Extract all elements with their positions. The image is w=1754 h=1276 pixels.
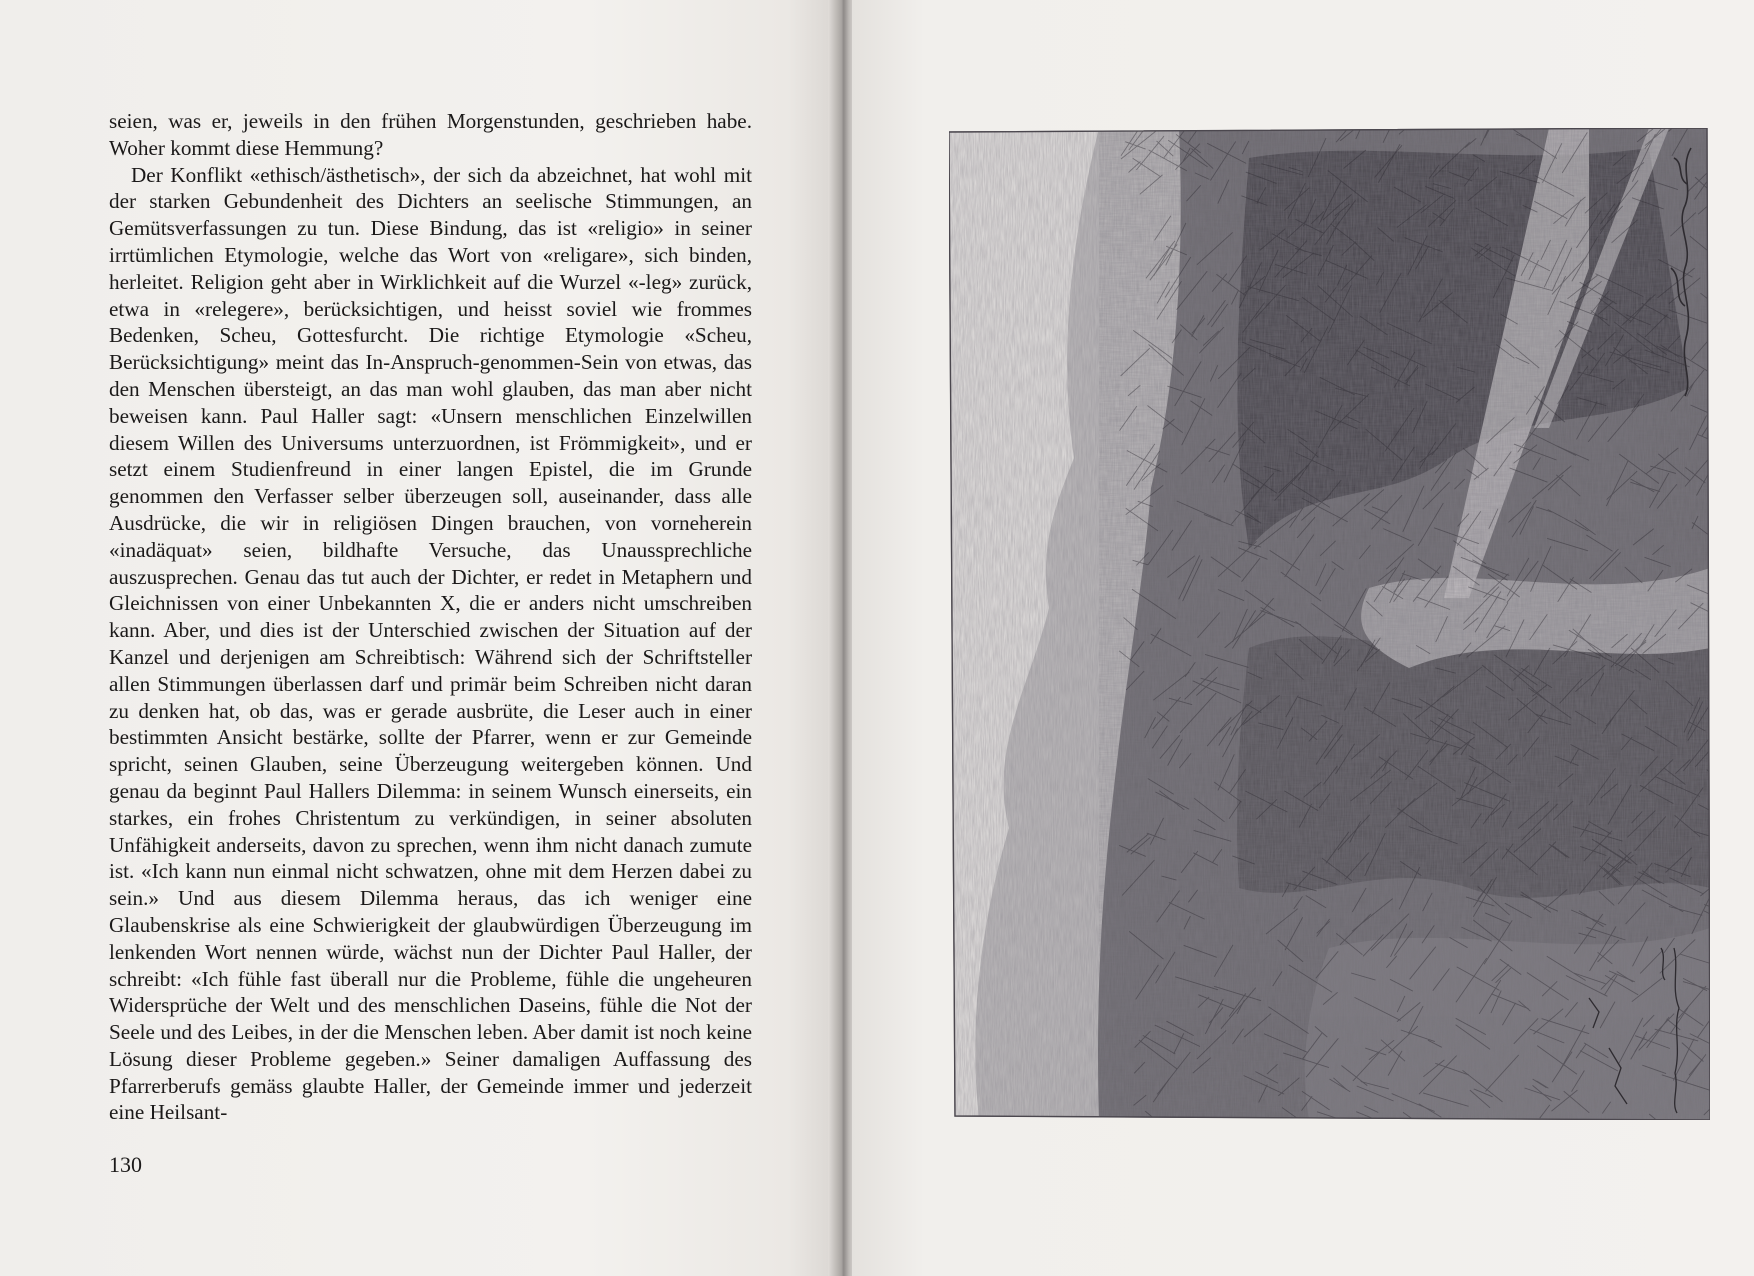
paragraph: Der Konflikt «ethisch/ästhetisch», der sich da abzeichnet, hat wohl mit der starken Gebundenheit des Dichters an seelische Stimmungen, an Gemütsverfassungen zu tun. Diese Bindung, das ist «religio» in seiner irrtümlichen Etymologie, welche das Wort von «religare», sich binden, herleitet. Religion geht aber in Wirklichkeit auf die Wurzel «-leg» zurück, etwa in «relegere», berücksichtigen, und heisst soviel wie frommes Bedenken, Scheu, Gottesfurcht. Die richtige Etymologie «Scheu, Berücksichtigung» meint das In-Anspruch-genommen-Sein von etwas, das den Menschen übersteigt, an das man wohl glauben, das man aber nicht beweisen kann. Paul Haller sagt: «Unsern menschlichen Einzelwillen diesem Willen des Universums unterzuordnen, ist Frömmigkeit», und er setzt einem Studienfreund in einer langen Epistel, die im Grunde genommen den Verfasser selber überzeugen soll, auseinander, dass alle Ausdrücke, die wir in religiösen Dingen brauchen, von vorneherein «inadäquat» seien, bildhafte Versuche, das Unaussprechliche auszusprechen. Genau das tut auch der Dichter, er redet in Metaphern und Gleichnissen von einer Unbekannten X, die er anders nicht umschreiben kann. Aber, und dies ist der Unterschied zwischen der Situation auf der Kanzel und derjenigen am Schreibtisch: Während sich der Schriftsteller allen Stimmungen überlassen darf und primär beim Schreiben nicht daran zu denken hat, ob das, was er gerade ausbrüte, die Leser auch in einer bestimmten Ansicht bestärke, sollte der Pfarrer, wenn er zur Gemeinde spricht, seinen Glauben, seine Überzeugung weitergeben können. Und genau da beginnt Paul Hallers Dilemma: in seinem Wunsch einerseits, ein starkes, ein frohes Christentum zu verkündigen, in seiner absoluten Unfähigkeit anderseits, davon zu sprechen, wenn ihm nicht danach zumute ist. «Ich kann nun einmal nicht schwatzen, ohne mit dem Herzen dabei zu sein.» Und aus diesem Dilemma heraus, das ich weniger eine Glaubenskrise als eine Schwierigkeit der glaubwürdigen Überzeugung im lenkenden Wort nennen würde, wächst nun der Dichter Paul Haller, der schreibt: «Ich fühle fast überall nur die Probleme, fühle die ungeheuren Widersprüche der Welt und des menschlichen Daseins, fühle die Not der Seele und des Leibes, in der die Menschen leben. Aber damit ist noch keine Lösung dieser Probleme gegeben.» Seiner damaligen Auffassung des Pfarrerberufs gemäss glaubte Haller, der Gemeinde immer und jederzeit eine Heilsant- [109,162,752,1125]
drawing-image [949,128,1710,1120]
page-number: 130 [109,1152,142,1177]
pencil-drawing [949,128,1710,1120]
paragraph: seien, was er, jeweils in den frühen Morgenstunden, geschrieben habe. Woher kommt diese Hemmung? [109,109,752,160]
pencil-stroke [1344,1119,1357,1120]
left-page [0,0,838,1276]
pencil-stroke [1165,128,1193,129]
body-text [109,108,752,1126]
